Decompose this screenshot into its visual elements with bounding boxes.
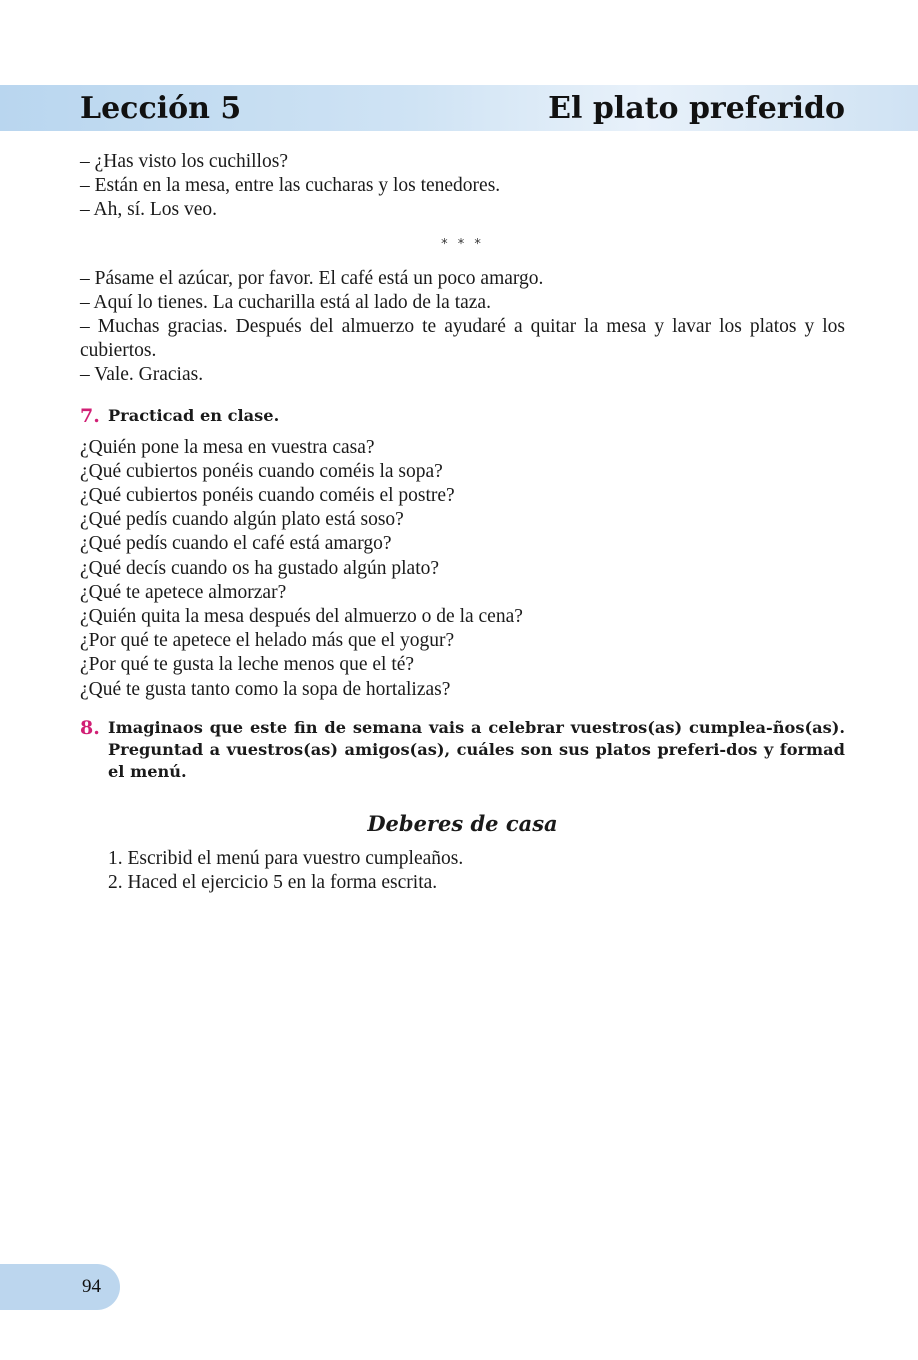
homework-title: Deberes de casa [367,810,558,836]
homework-item: 2. Haced el ejercicio 5 en la forma escrita. [108,872,438,894]
question-line: ¿Qué pedís cuando el café está amargo? [80,533,392,555]
lesson-label: Lección 5 [80,91,242,126]
dialogue-1 [80,150,845,223]
dialogue-line: – Pásame el azúcar, por favor. El café está un poco amargo. [80,267,544,289]
exercise-instruction: Practicad en clase. [108,405,280,425]
question-line: ¿Qué te apetece almorzar? [80,581,287,603]
question-line: ¿Quién pone la mesa en vuestra casa? [80,436,375,458]
dialogue-line: – ¿Has visto los cuchillos? [80,151,288,172]
exercise-number: 8. [80,716,100,739]
homework-list [80,847,845,895]
question-line: ¿Qué pedís cuando algún plato está soso? [80,509,404,531]
section-separator: * * * [441,236,484,252]
dialogue-2 [80,267,845,388]
exercise-7-questions [80,436,845,702]
question-line: ¿Qué cubiertos ponéis cuando coméis la sopa? [80,460,443,482]
question-line: ¿Qué cubiertos ponéis cuando coméis el postre? [80,485,455,507]
homework-item: 1. Escribid el menú para vuestro cumpleaños. [108,847,464,869]
exercise-8 [80,717,845,783]
dialogue-line: – Están en la mesa, entre las cucharas y los tenedores. [80,175,501,197]
question-line: ¿Por qué te apetece el helado más que el yogur? [80,630,455,652]
question-line: ¿Por qué te gusta la leche menos que el té? [80,654,415,676]
dialogue-line: – Vale. Gracias. [80,364,204,386]
page-number-tab [0,1264,120,1310]
dialogue-line: – Muchas gracias. Después del almuerzo te ayudaré a quitar la mesa y lavar los platos y los cubiertos. [80,316,845,362]
page-content [80,150,845,895]
question-line: ¿Qué decís cuando os ha gustado algún plato? [80,557,440,579]
exercise-7-heading [80,405,845,427]
dialogue-line: – Aquí lo tienes. La cucharilla está al lado de la taza. [80,291,491,313]
page-number: 94 [82,1276,101,1297]
lesson-title: El plato preferido [548,91,845,126]
question-line: ¿Qué te gusta tanto como la sopa de hortalizas? [80,678,451,700]
dialogue-line: – Ah, sí. Los veo. [80,199,218,221]
exercise-instruction: Imaginaos que este fin de semana vais a celebrar vuestros(as) cumplea-ños(as). Preguntad a vuestros(as) amigos(as), cuáles son sus platos preferi-dos y formad el menú. [108,717,845,781]
exercise-number: 7. [80,404,100,427]
question-line: ¿Quién quita la mesa después del almuerzo o de la cena? [80,606,523,628]
